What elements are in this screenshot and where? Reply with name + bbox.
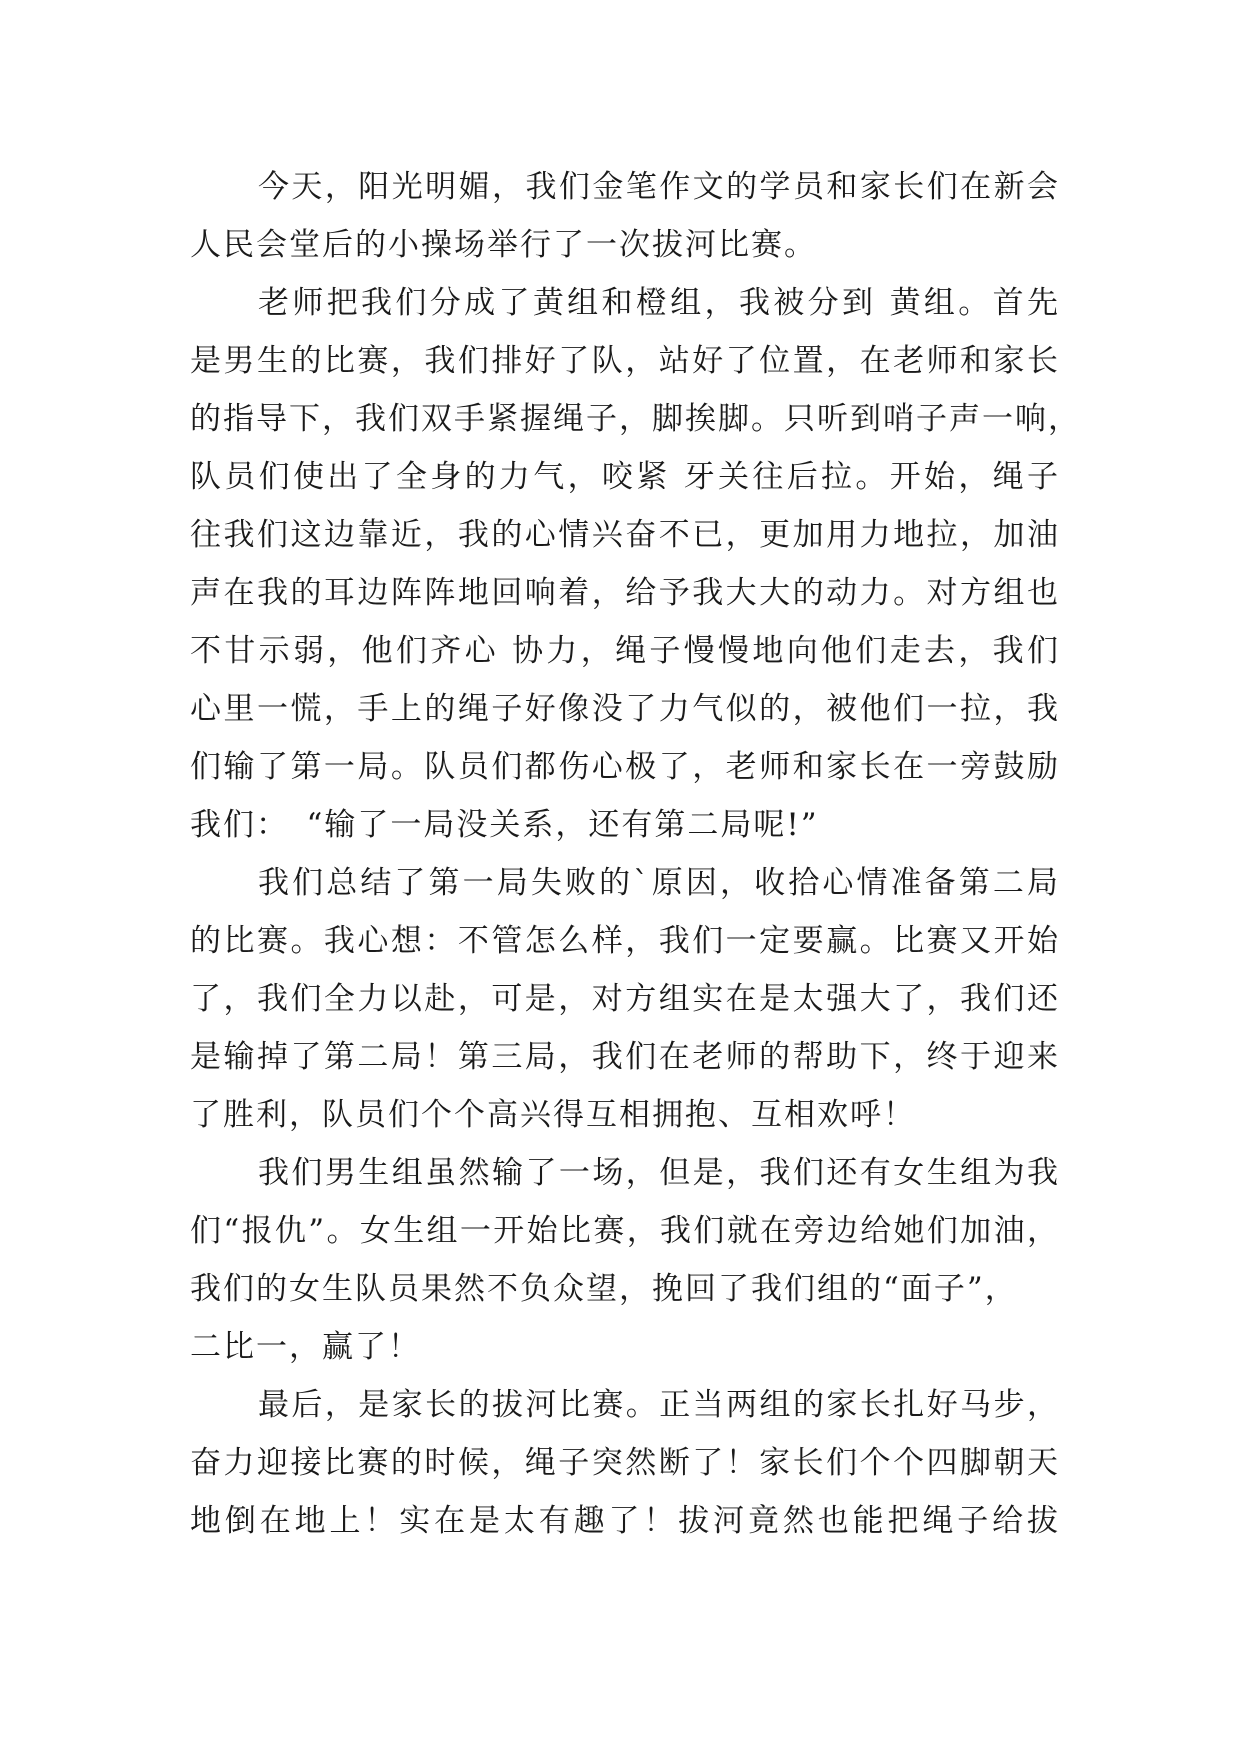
paragraph-2-line-1: 老师把我们分成了黄组和橙组，我被分到 黄组。首先 xyxy=(258,285,1060,321)
paragraph-3-line-1: 我们总结了第一局失败的`原因，收拾心情准备第二局 xyxy=(258,865,1060,901)
paragraph-2-line-5: 往我们这边靠近，我的心情兴奋不已，更加用力地拉，加油 xyxy=(190,517,1060,553)
paragraph-3-line-4: 是输掉了第二局！第三局，我们在老师的帮助下，终于迎来 xyxy=(190,1039,1060,1075)
paragraph-2-line-9: 们输了第一局。队员们都伤心极了，老师和家长在一旁鼓励 xyxy=(190,749,1060,785)
paragraph-2-line-4: 队员们使出了全身的力气，咬紧 牙关往后拉。开始，绳子 xyxy=(190,459,1060,495)
paragraph-2-line-10: 我们： “输了一局没关系，还有第二局呢!” xyxy=(190,807,819,843)
paragraph-3-line-3: 了，我们全力以赴，可是，对方组实在是太强大了，我们还 xyxy=(190,981,1060,1017)
paragraph-3-line-2: 的比赛。我心想：不管怎么样，我们一定要赢。比赛又开始 xyxy=(190,923,1060,959)
document-body xyxy=(190,158,1081,1550)
paragraph-2-line-2: 是男生的比赛，我们排好了队，站好了位置，在老师和家长 xyxy=(190,343,1060,379)
paragraph-1-line-2: 人民会堂后的小操场举行了一次拔河比赛。 xyxy=(190,227,817,263)
paragraph-4-line-2: 们“报仇”。女生组一开始比赛，我们就在旁边给她们加油， xyxy=(190,1213,1060,1249)
paragraph-5-line-2: 奋力迎接比赛的时候，绳子突然断了！家长们个个四脚朝天 xyxy=(190,1445,1060,1481)
paragraph-2-line-3: 的指导下，我们双手紧握绳子，脚挨脚。只听到哨子声一响， xyxy=(190,401,1081,437)
paragraph-4-line-1: 我们男生组虽然输了一场，但是，我们还有女生组为我 xyxy=(258,1155,1060,1191)
paragraph-3-line-5: 了胜利，队员们个个高兴得互相拥抱、互相欢呼！ xyxy=(190,1097,916,1133)
paragraph-4-line-3: 我们的女生队员果然不负众望，挽回了我们组的“面子”， xyxy=(190,1271,1018,1307)
paragraph-4-line-4: 二比一，赢了！ xyxy=(190,1329,421,1365)
paragraph-2-line-7: 不甘示弱，他们齐心 协力，绳子慢慢地向他们走去，我们 xyxy=(190,633,1060,669)
paragraph-5-line-1: 最后，是家长的拔河比赛。正当两组的家长扎好马步， xyxy=(258,1387,1060,1423)
paragraph-1-line-1: 今天，阳光明媚，我们金笔作文的学员和家长们在新会 xyxy=(258,169,1060,205)
paragraph-5-line-3: 地倒在地上！实在是太有趣了！拔河竟然也能把绳子给拔 xyxy=(190,1503,1060,1539)
paragraph-2-line-8: 心里一慌，手上的绳子好像没了力气似的，被他们一拉，我 xyxy=(190,691,1060,727)
paragraph-2-line-6: 声在我的耳边阵阵地回响着，给予我大大的动力。对方组也 xyxy=(190,575,1060,611)
